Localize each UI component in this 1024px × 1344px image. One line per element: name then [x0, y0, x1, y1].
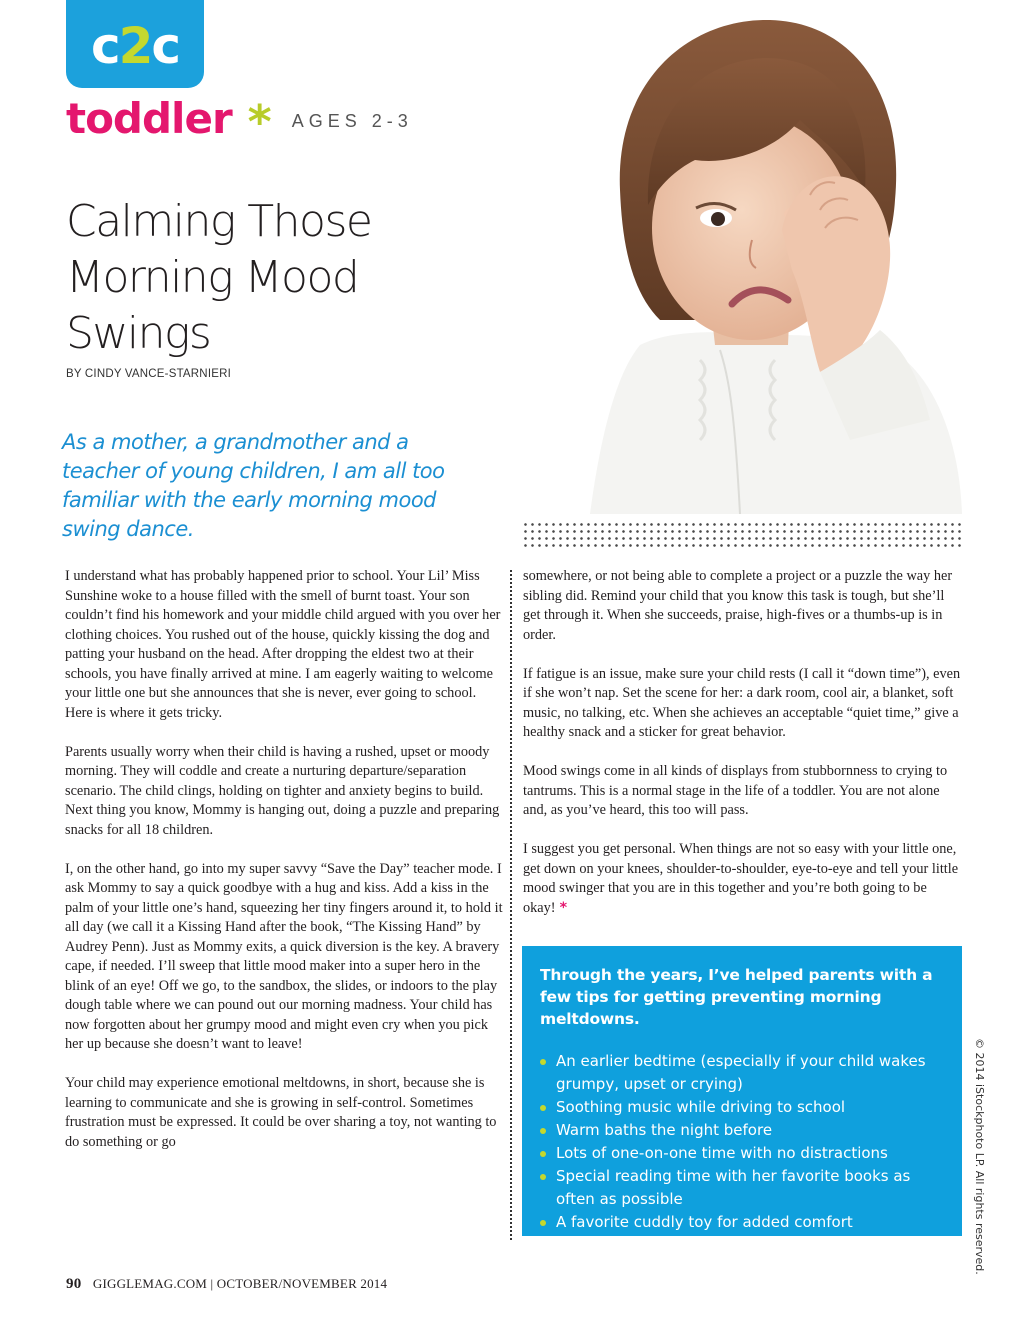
- tips-sidebar: [522, 946, 962, 1236]
- body-paragraph-final: I suggest you get personal. When things are not so easy with your little one, get down on your knees, shoulder-to-shoulder, eye-to-eye and tell your little mood swinger that you are in this together and you’re both going to be okay! *: [523, 841, 959, 916]
- byline: BY CINDY VANCE-STARNIERI: [66, 368, 231, 380]
- body-paragraph: Your child may experience emotional meltdowns, in short, because she is learning to communicate and she is growing in self-control. Sometimes frustration must be expressed. It could be over sharing a toy, not wanting to do something or go: [65, 1075, 497, 1150]
- body-paragraph: I understand what has probably happened prior to school. Your Lil’ Miss Sunshine woke to a house filled with the smell of burnt toast. Your son couldn’t find his homework and your middle child argued with you over her clothing choices. You rushed out of the house, quickly kissing the dog and patting your husband on the head. After dropping the eldest two at their schools, you have finally arrived at mine. I am eagerly waiting to welcome your little one but she announces that she is never, ever going to school. Here is where it gets tricky.: [65, 568, 501, 721]
- asterisk-icon: *: [247, 95, 272, 149]
- headline-line: Swings: [66, 308, 211, 359]
- tip-item: Special reading time with her favorite books as often as possible: [540, 1165, 944, 1211]
- c2c-logo: [66, 0, 204, 88]
- logo-text: c2c: [90, 17, 180, 75]
- body-paragraph: If fatigue is an issue, make sure your child rests (I call it “down time”), even if she won’t nap. Set the scene for her: a dark room, cool air, a blanket, soft music, no talking, etc. When she achieves an acceptable “quiet time,” give a healthy snack and a sticker for great behavior.: [523, 665, 961, 740]
- tips-list: [540, 1050, 944, 1234]
- tip-item: An earlier bedtime (especially if your child wakes grumpy, upset or crying): [540, 1050, 944, 1096]
- publication-info: GIGGLEMAG.COM | OCTOBER/NOVEMBER 2014: [92, 1276, 388, 1291]
- section-name: toddler: [66, 94, 232, 143]
- section-header: [66, 94, 413, 149]
- photo-credit: © 2014 iStockphoto LP. All rights reserved.: [973, 1038, 986, 1275]
- tip-item: Soothing music while driving to school: [540, 1096, 944, 1119]
- body-paragraph: I, on the other hand, go into my super savvy “Save the Day” teacher mode. I ask Mommy to say a quick goodbye with a hug and kiss. Add a kiss in the palm of your little one’s hand, squeezing her tiny fingers around it, to hold it all day (we call it a Kissing Hand after the book, “The Kissing Hand” by Audrey Penn). Just as Mommy exits, a quick diversion is the key. A bravery cape, if needed. I’ll sweep that little mood maker into a super hero in the blink of an eye! Off we go, to the sandbox, the slides, or indoors to the play dough table where we can pound out our morning madness. Your child has now forgotten about her grumpy mood and might even cry when you pick her up because she doesn’t want to leave!: [65, 860, 503, 1052]
- tip-item: Warm baths the night before: [540, 1119, 944, 1142]
- age-range: AGES 2-3: [291, 110, 413, 131]
- body-paragraph: Parents usually worry when their child is having a rushed, upset or moody morning. They will coddle and create a nurturing departure/separation scenario. The child clings, holding on tighter and anxiety begins to build. Next thing you know, Mommy is hanging out, doing a puzzle and preparing snacks for all 18 children.: [65, 743, 500, 838]
- crying-toddler-photo: [520, 0, 962, 514]
- pull-quote: As a mother, a grandmother and a teacher of young children, I am all too familiar with the early morning mood swing dance.: [62, 430, 445, 541]
- column-divider: [510, 570, 512, 1240]
- tip-item: Lots of one-on-one time with no distractions: [540, 1142, 944, 1165]
- dotted-separator: [522, 521, 962, 551]
- tip-item: A favorite cuddly toy for added comfort: [540, 1211, 944, 1234]
- article-column-right: [523, 567, 963, 918]
- page-number: 90: [66, 1276, 82, 1292]
- page-footer: [66, 1276, 387, 1293]
- article-column-left: [65, 567, 505, 1152]
- end-asterisk-icon: *: [559, 899, 568, 916]
- article-headline: [66, 194, 466, 362]
- body-paragraph: somewhere, or not being able to complete a project or a puzzle the way her sibling did. Remind your child that you know this task is tough, but she’ll get through it. When she succeeds, praise, high-fives or a thumbs-up is in order.: [523, 568, 953, 643]
- headline-line: Morning Mood: [66, 252, 359, 303]
- headline-line: Calming Those: [66, 196, 372, 247]
- tips-heading: Through the years, I’ve helped parents with a few tips for getting preventing morning meltdowns.: [540, 966, 933, 1028]
- body-paragraph: Mood swings come in all kinds of displays from stubbornness to crying to tantrums. This is a normal stage in the life of a toddler. You are not alone and, as you’ve heard, this too will pass.: [523, 763, 948, 818]
